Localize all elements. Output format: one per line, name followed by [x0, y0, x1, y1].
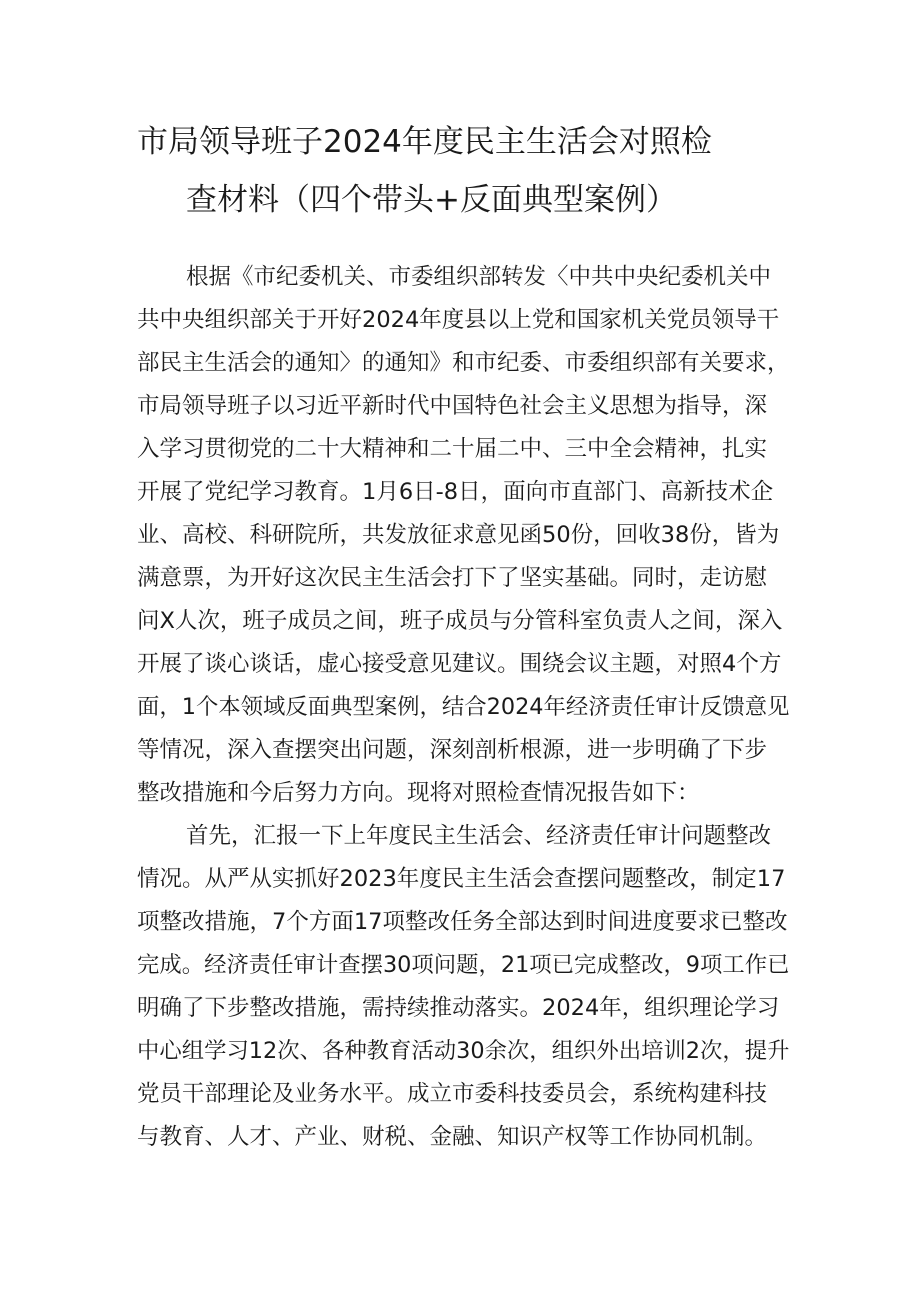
paragraph-2-line: 完成。经济责任审计查摆30项问题，21项已完成整改，9项工作已: [137, 952, 790, 978]
paragraph-1-line: 共中央组织部关于开好2024年度县以上党和国家机关党员领导干: [137, 307, 780, 333]
paragraph-2-line: 明确了下步整改措施，需持续推动落实。2024年，组织理论学习: [137, 995, 780, 1021]
paragraph-1-line: 业、高校、科研院所，共发放征求意见函50份，回收38份，皆为: [137, 522, 780, 548]
paragraph-1-line: 面，1个本领域反面典型案例，结合2024年经济责任审计反馈意见: [137, 694, 790, 720]
paragraph-1-line: 等情况，深入查摆突出问题，深刻剖析根源，进一步明确了下步: [137, 737, 768, 763]
paragraph-1-line: 根据《市纪委机关、市委组织部转发〈中共中央纪委机关中: [186, 264, 772, 290]
paragraph-2-line: 项整改措施，7个方面17项整改任务全部达到时间进度要求已整改: [137, 909, 788, 935]
document-title-line-2: 查材料（四个带头+反面典型案例）: [186, 182, 677, 218]
paragraph-2-line: 中心组学习12次、各种教育活动30余次，组织外出培训2次，提升: [137, 1038, 790, 1064]
document-title-line-1: 市局领导班子2024年度民主生活会对照检: [137, 124, 712, 160]
paragraph-1-line: 市局领导班子以习近平新时代中国特色社会主义思想为指导，深: [137, 393, 768, 419]
paragraph-2-line: 党员干部理论及业务水平。成立市委科技委员会，系统构建科技: [137, 1081, 768, 1107]
paragraph-1-line: 开展了党纪学习教育。1月6日-8日，面向市直部门、高新技术企: [137, 479, 774, 505]
paragraph-1-line: 开展了谈心谈话，虚心接受意见建议。围绕会议主题，对照4个方: [137, 651, 782, 677]
paragraph-1-line: 问X人次，班子成员之间，班子成员与分管科室负责人之间，深入: [137, 608, 783, 634]
paragraph-2-line: 首先，汇报一下上年度民主生活会、经济责任审计问题整改: [186, 823, 772, 849]
paragraph-1-line: 满意票，为开好这次民主生活会打下了坚实基础。同时，走访慰: [137, 565, 768, 591]
paragraph-1-line: 部民主生活会的通知〉的通知》和市纪委、市委组织部有关要求，: [137, 350, 790, 376]
paragraph-1-line: 入学习贯彻党的二十大精神和二十届二中、三中全会精神，扎实: [137, 436, 768, 462]
paragraph-2-line: 与教育、人才、产业、财税、金融、知识产权等工作协同机制。: [137, 1124, 768, 1150]
paragraph-2-line: 情况。从严从实抓好2023年度民主生活会查摆问题整改，制定17: [137, 866, 786, 892]
paragraph-1-line: 整改措施和今后努力方向。现将对照检查情况报告如下：: [137, 780, 700, 806]
